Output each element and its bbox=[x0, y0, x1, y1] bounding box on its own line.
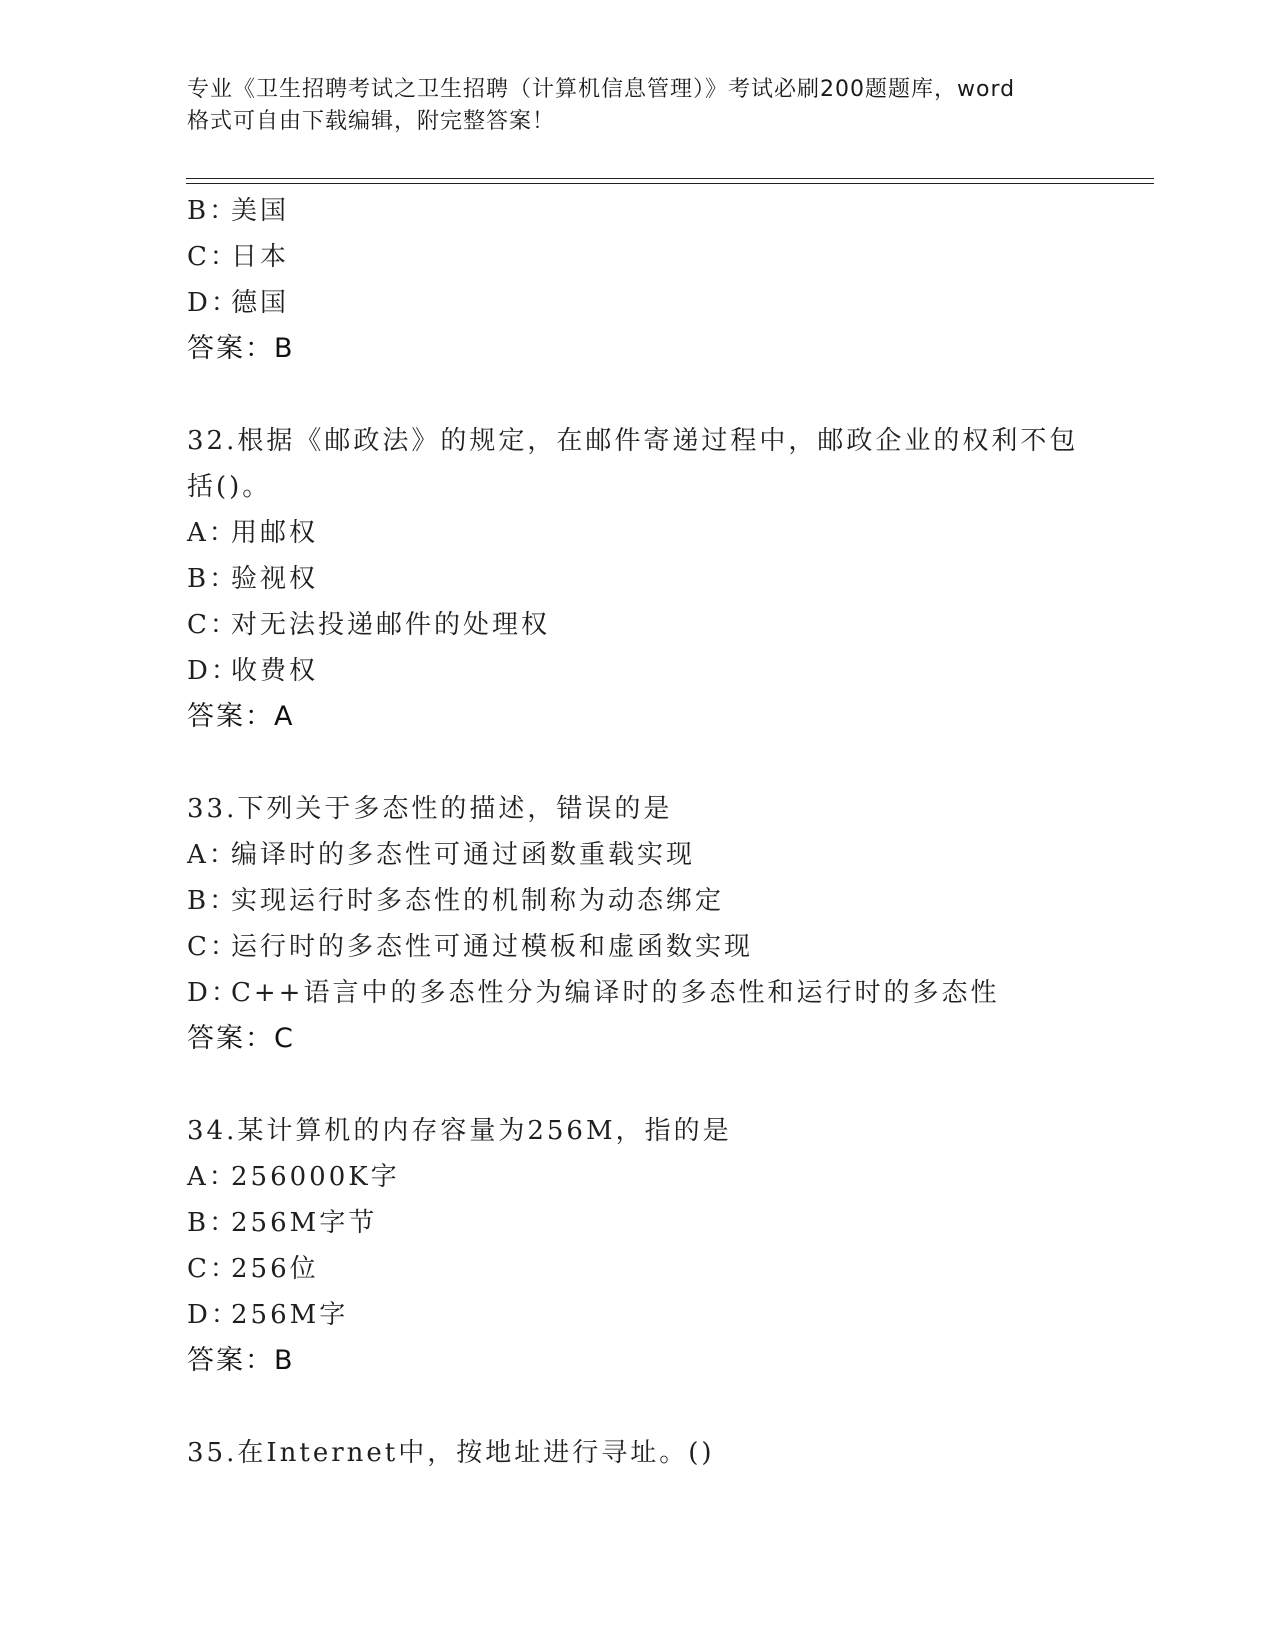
option-c bbox=[187, 234, 1117, 280]
option-key: B： bbox=[187, 1208, 239, 1238]
option-key: A： bbox=[187, 1162, 238, 1192]
option-key: B： bbox=[187, 886, 239, 916]
header-rule-bottom bbox=[186, 183, 1154, 184]
spacer bbox=[187, 740, 1117, 786]
question-stem: 35.在Internet中，按地址进行寻址。() bbox=[187, 1438, 715, 1468]
option-key: A： bbox=[187, 518, 238, 548]
question-34 bbox=[187, 1108, 1117, 1384]
option-key: B： bbox=[187, 564, 239, 594]
option-key: A： bbox=[187, 840, 238, 870]
option-key: C： bbox=[187, 1254, 239, 1284]
option-text: 256M字 bbox=[231, 1300, 349, 1330]
option-c bbox=[187, 924, 1117, 970]
option-d bbox=[187, 970, 1117, 1016]
option-text: 验视权 bbox=[231, 564, 319, 594]
answer-line: 答案：B bbox=[187, 333, 295, 364]
header-line-2: 格式可自由下载编辑，附完整答案！ bbox=[187, 109, 556, 134]
option-text: 运行时的多态性可通过模板和虚函数实现 bbox=[231, 932, 754, 962]
option-b bbox=[187, 1200, 1117, 1246]
option-key: C： bbox=[187, 242, 239, 272]
question-stem: 32.根据《邮政法》的规定，在邮件寄递过程中，邮政企业的权利不包 bbox=[187, 426, 1079, 456]
option-text: 实现运行时多态性的机制称为动态绑定 bbox=[231, 886, 725, 916]
option-a bbox=[187, 1154, 1117, 1200]
option-text: 256000K字 bbox=[231, 1162, 400, 1192]
question-35 bbox=[187, 1430, 1117, 1476]
answer-line: 答案：B bbox=[187, 1345, 295, 1376]
answer-line: 答案：C bbox=[187, 1023, 295, 1054]
spacer bbox=[187, 1062, 1117, 1108]
header-line-1: 专业《卫生招聘考试之卫生招聘（计算机信息管理）》考试必刷200题题库，word bbox=[187, 77, 1016, 102]
option-text: 编译时的多态性可通过函数重载实现 bbox=[231, 840, 696, 870]
option-text: 对无法投递邮件的处理权 bbox=[231, 610, 551, 640]
option-key: D： bbox=[187, 656, 240, 686]
question-stem: 33.下列关于多态性的描述，错误的是 bbox=[187, 794, 673, 824]
option-text: 日本 bbox=[231, 242, 290, 272]
option-key: D： bbox=[187, 978, 240, 1008]
question-list bbox=[187, 188, 1117, 1476]
option-b bbox=[187, 878, 1117, 924]
header-rule-top bbox=[186, 178, 1154, 179]
option-d bbox=[187, 648, 1117, 694]
document-header bbox=[187, 74, 1087, 138]
option-text: 256M字节 bbox=[231, 1208, 378, 1238]
option-key: D： bbox=[187, 288, 240, 318]
option-text: 用邮权 bbox=[231, 518, 319, 548]
question-31-continued bbox=[187, 188, 1117, 372]
option-key: C： bbox=[187, 932, 239, 962]
option-d bbox=[187, 1292, 1117, 1338]
spacer bbox=[187, 1384, 1117, 1430]
question-stem-continued: 括()。 bbox=[187, 472, 272, 502]
option-text: 美国 bbox=[231, 196, 290, 226]
option-text: 德国 bbox=[231, 288, 290, 318]
option-c bbox=[187, 1246, 1117, 1292]
answer-line: 答案：A bbox=[187, 701, 295, 732]
spacer bbox=[187, 372, 1117, 418]
option-a bbox=[187, 510, 1117, 556]
option-key: C： bbox=[187, 610, 239, 640]
option-key: B： bbox=[187, 196, 239, 226]
option-key: D： bbox=[187, 1300, 240, 1330]
option-c bbox=[187, 602, 1117, 648]
option-text: 256位 bbox=[231, 1254, 319, 1284]
question-stem: 34.某计算机的内存容量为256M，指的是 bbox=[187, 1116, 732, 1146]
option-a bbox=[187, 832, 1117, 878]
option-b bbox=[187, 188, 1117, 234]
option-b bbox=[187, 556, 1117, 602]
option-d bbox=[187, 280, 1117, 326]
option-text: 收费权 bbox=[231, 656, 319, 686]
question-32 bbox=[187, 418, 1117, 740]
question-33 bbox=[187, 786, 1117, 1062]
option-text: C++语言中的多态性分为编译时的多态性和运行时的多态性 bbox=[231, 978, 1000, 1008]
